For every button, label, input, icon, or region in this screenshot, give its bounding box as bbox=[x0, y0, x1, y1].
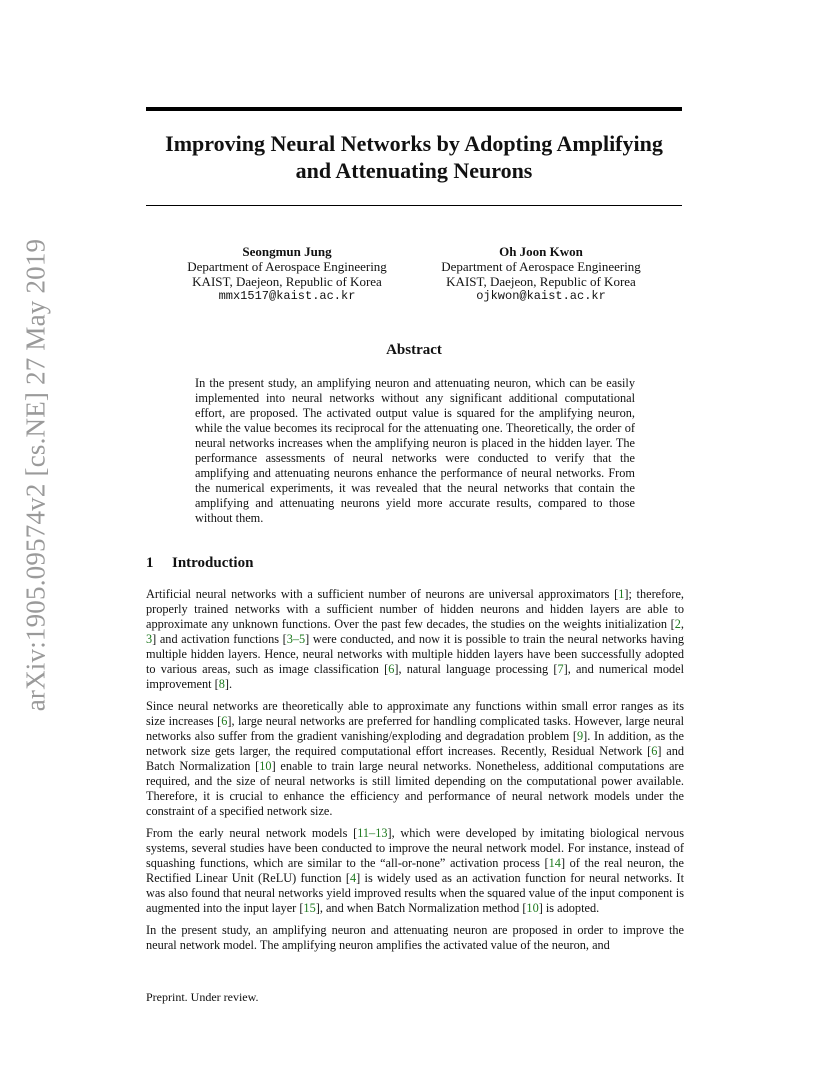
paragraph bbox=[146, 587, 684, 692]
author-1 bbox=[152, 244, 422, 304]
paragraph-text: ]. bbox=[224, 677, 233, 691]
section-heading-introduction bbox=[146, 555, 253, 572]
citation-link[interactable]: 6 bbox=[651, 744, 658, 758]
section-number: 1 bbox=[146, 555, 154, 571]
citation-link[interactable]: 4 bbox=[349, 871, 357, 885]
paragraph bbox=[146, 923, 684, 953]
author-affiliation: KAIST, Daejeon, Republic of Korea bbox=[192, 274, 382, 289]
author-department: Department of Aerospace Engineering bbox=[187, 259, 387, 274]
paragraph-text: ] is widely used as an activation function for neural networks. It was also found that neural networks yield improved results when the squared value of the input component is augmented into the input layer [ bbox=[146, 871, 684, 915]
paragraph-text: ]. In addition, as the network size gets larger, the required computational effort increases. Recently, Residual Network [ bbox=[146, 729, 685, 758]
citation-link[interactable]: 3 bbox=[146, 632, 153, 646]
author-name: Seongmun Jung bbox=[242, 244, 332, 259]
arxiv-id-text: arXiv:1905.09574v2 [cs.NE] 27 May 2019 bbox=[20, 238, 51, 712]
paragraph-text: ] is adopted. bbox=[538, 901, 600, 915]
paragraph-text: ]; therefore, properly trained networks with a sufficient number of hidden neurons and hidden layers are able to approximate any unknown functions. Over the past few decades, the studies on the weights initialization [ bbox=[146, 587, 684, 631]
citation-link[interactable]: 7 bbox=[557, 662, 564, 676]
citation-link[interactable]: 15 bbox=[303, 901, 316, 915]
footer-note: Preprint. Under review. bbox=[146, 990, 259, 1004]
paragraph-text: , bbox=[680, 617, 684, 631]
title-line-1: Improving Neural Networks by Adopting Amplifying bbox=[165, 131, 663, 156]
paragraph-text: ] of the real neuron, the Rectified Linear Unit (ReLU) function [ bbox=[146, 856, 684, 885]
author-name: Oh Joon Kwon bbox=[499, 244, 583, 259]
paragraph-text: ] enable to train large neural networks. Nonetheless, additional computations are required, and the size of neural networks is still limited depending on the computational power available. Therefore, it is crucial to enhance the efficiency and performance of neural network models under the constraint of a specified network size. bbox=[146, 759, 684, 818]
paragraph-text: ], large neural networks are preferred for handling complicated tasks. However, large neural networks also suffer from the gradient vanishing/exploding and degradation problem [ bbox=[146, 714, 684, 743]
paragraph-text: Artificial neural networks with a sufficient number of neurons are universal approximators [ bbox=[146, 587, 619, 601]
citation-link[interactable]: 11–13 bbox=[357, 826, 388, 840]
paragraph-text: ], which were developed by imitating biological nervous systems, several studies have been conducted to improve the neural network model. For instance, instead of squashing functions, which are similar to the “all-or-none” activation process [ bbox=[146, 826, 684, 870]
title-line-2: and Attenuating Neurons bbox=[295, 158, 533, 183]
section-title: Introduction bbox=[172, 555, 254, 571]
arxiv-identifier-watermark bbox=[20, 240, 52, 710]
citation-link[interactable]: 10 bbox=[526, 901, 539, 915]
author-email[interactable]: mmx1517@kaist.ac.kr bbox=[218, 289, 356, 303]
paragraph-text: From the early neural network models [ bbox=[146, 826, 358, 840]
paragraph-text: ], and when Batch Normalization method [ bbox=[315, 901, 527, 915]
abstract-text: In the present study, an amplifying neuron and attenuating neuron, which can be easily implemented into neural networks without any significant additional computational effort, are proposed. The activated output value is squared for the amplifying neuron, while the value becomes its reciprocal for the attenuating one. Theoretically, the order of neural networks increases when the amplifying neuron is placed in the hidden layer. The performance assessments of neural networks were conducted to verify that the amplifying and attenuating neurons enhance the performance of neural networks. From the numerical experiments, it was revealed that the neural networks that contain the amplifying and attenuating neurons yield more accurate results, compared to those without them. bbox=[195, 376, 635, 525]
citation-link[interactable]: 2 bbox=[674, 617, 681, 631]
paragraph-text: ] and Batch Normalization [ bbox=[146, 744, 684, 773]
author-email[interactable]: ojkwon@kaist.ac.kr bbox=[476, 289, 606, 303]
author-2 bbox=[406, 244, 676, 304]
paragraph-text: In the present study, an amplifying neuron and attenuating neuron are proposed in order to improve the neural network model. The amplifying neuron amplifies the activated value of the neuron, and bbox=[146, 923, 684, 952]
citation-link[interactable]: 6 bbox=[221, 714, 228, 728]
citation-link[interactable]: 8 bbox=[218, 677, 225, 691]
paragraph bbox=[146, 826, 684, 916]
citation-link[interactable]: 10 bbox=[259, 759, 272, 773]
paragraph-text: ] were conducted, and now it is possible to train the neural networks having multiple hidden layers. Hence, neural networks with multiple hidden layers have been successfully adopted to various areas, such as image classification [ bbox=[146, 632, 684, 676]
citation-link[interactable]: 6 bbox=[388, 662, 395, 676]
title-bottom-rule bbox=[146, 205, 682, 206]
author-department: Department of Aerospace Engineering bbox=[441, 259, 641, 274]
citation-link[interactable]: 14 bbox=[548, 856, 561, 870]
paper-title bbox=[146, 130, 682, 184]
citation-link[interactable]: 1 bbox=[618, 587, 625, 601]
paragraph-text: ], natural language processing [ bbox=[394, 662, 558, 676]
author-affiliation: KAIST, Daejeon, Republic of Korea bbox=[446, 274, 636, 289]
citation-link[interactable]: 9 bbox=[576, 729, 584, 743]
paragraph-text: ] and activation functions [ bbox=[152, 632, 287, 646]
paragraph bbox=[146, 699, 684, 819]
citation-link[interactable]: 3–5 bbox=[286, 632, 306, 646]
introduction-body bbox=[146, 587, 684, 960]
paragraph-text: ], and numerical model improvement [ bbox=[146, 662, 684, 691]
title-top-rule bbox=[146, 107, 682, 111]
abstract-heading: Abstract bbox=[386, 342, 442, 358]
paragraph-text: Since neural networks are theoretically able to approximate any functions within small error ranges as its size increases [ bbox=[146, 699, 684, 728]
